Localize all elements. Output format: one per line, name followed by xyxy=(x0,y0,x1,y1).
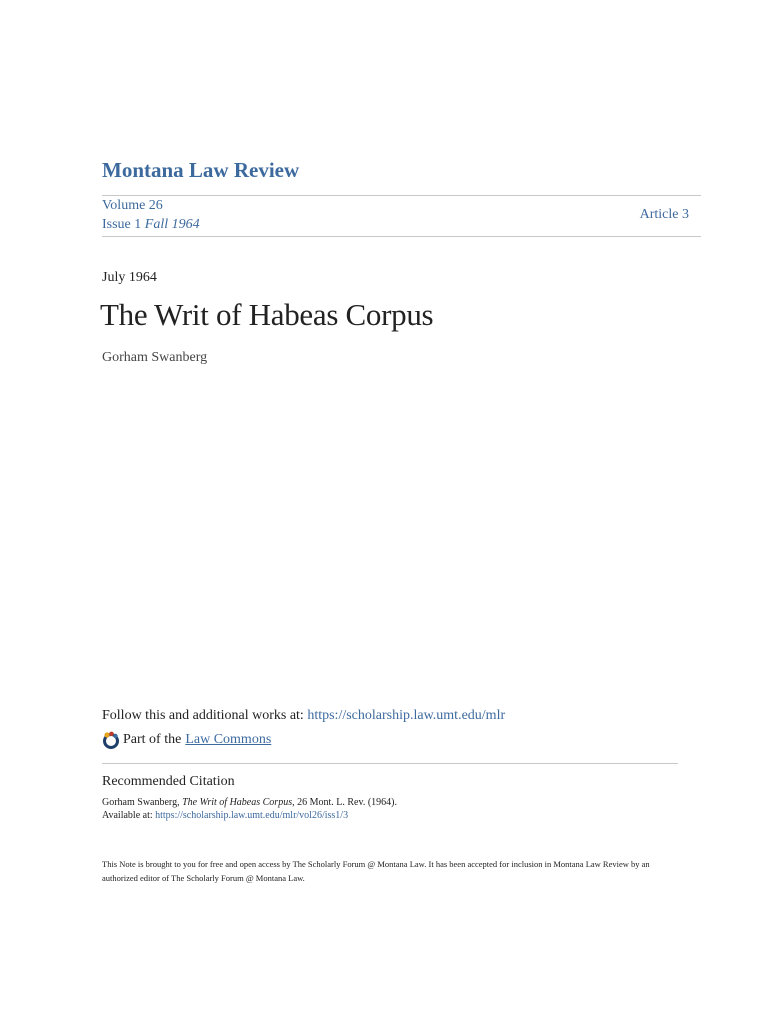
author-name: Gorham Swanberg xyxy=(102,350,208,365)
access-notice: This Note is brought to you for free and open access by The Scholarly Forum @ Montana Law. It has been accepted for inclusion in Montana Law Review by an authorized editor of The Scholarly Forum @ Montana Law. xyxy=(102,859,650,883)
article-title: The Writ of Habeas Corpus xyxy=(100,297,434,332)
issue-line[interactable] xyxy=(102,217,200,233)
citation-title: The Writ of Habeas Corpus xyxy=(182,797,293,808)
available-url-link[interactable]: https://scholarship.law.umt.edu/mlr/vol26/iss1/3 xyxy=(155,810,349,821)
citation-text xyxy=(102,797,397,808)
header-top-rule xyxy=(102,195,701,196)
bepress-network-icon xyxy=(102,731,120,749)
follow-url-link[interactable]: https://scholarship.law.umt.edu/mlr xyxy=(307,708,506,723)
publication-date: July 1964 xyxy=(102,270,157,285)
part-of-line xyxy=(102,731,271,749)
part-of-label: Part of the xyxy=(123,732,182,747)
journal-title[interactable]: Montana Law Review xyxy=(102,158,300,182)
issue-label[interactable]: Issue 1 xyxy=(102,217,142,232)
header-bottom-rule xyxy=(102,236,701,237)
follow-line xyxy=(102,708,505,724)
available-line xyxy=(102,810,348,821)
article-number[interactable]: Article 3 xyxy=(639,207,689,222)
follow-label: Follow this and additional works at: xyxy=(102,708,308,723)
available-label: Available at: xyxy=(102,810,156,821)
volume-link[interactable]: Volume 26 xyxy=(102,198,163,213)
citation-suffix: , 26 Mont. L. Rev. (1964). xyxy=(292,797,397,808)
citation-rule xyxy=(102,763,678,764)
recommended-citation-heading: Recommended Citation xyxy=(102,774,235,789)
law-commons-link[interactable]: Law Commons xyxy=(185,732,272,747)
citation-author: Gorham Swanberg, xyxy=(102,797,183,808)
issue-season[interactable]: Fall 1964 xyxy=(144,217,200,232)
